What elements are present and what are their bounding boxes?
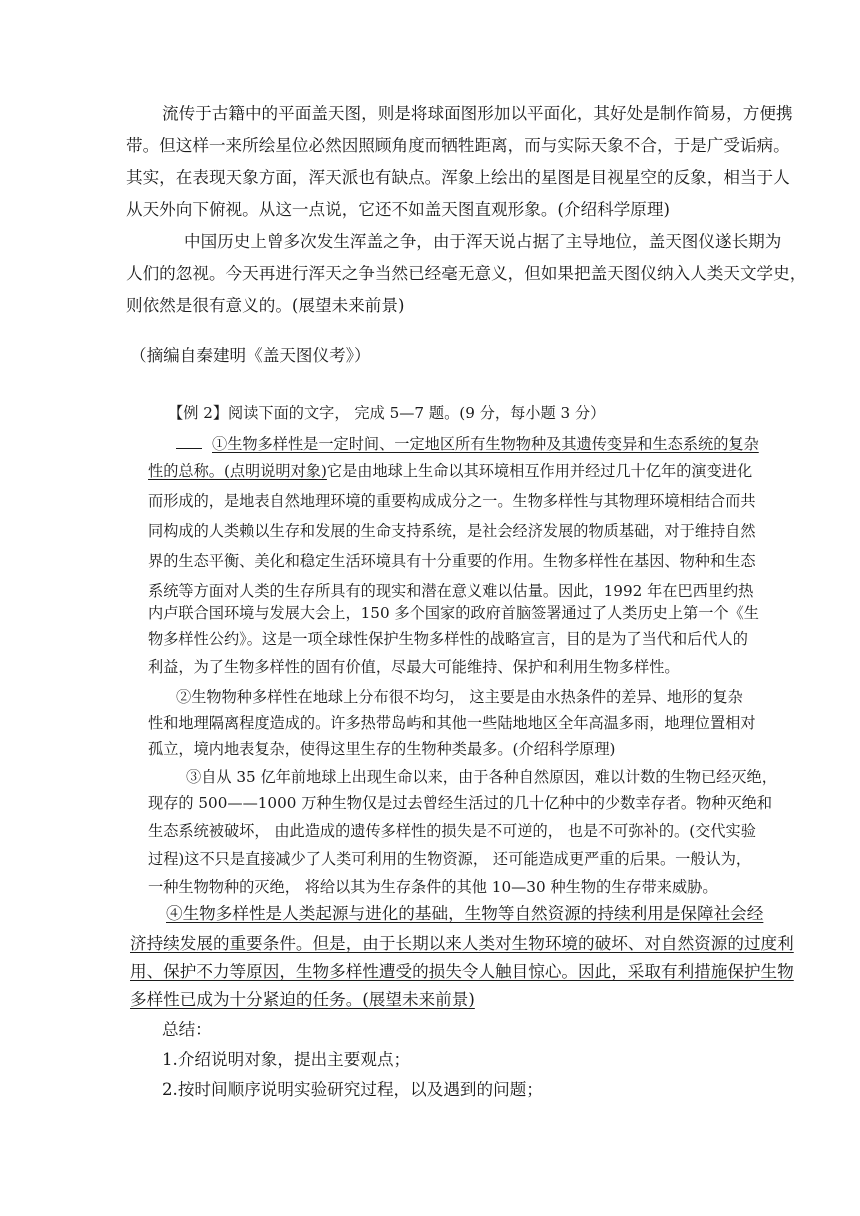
paragraph-line: 现存的 500——1000 万种生物仅是过去曾经生活过的几十亿种中的少数幸存者。物种灭绝和 — [148, 794, 773, 812]
paragraph-line: 生态系统被破坏， 由此造成的遗传多样性的损失是不可逆的， 也是不可弥补的。(交代实验 — [148, 822, 756, 840]
paragraph-line: 人们的忽视。今天再进行浑天之争当然已经毫无意义，但如果把盖天图仪纳入人类天文学史， — [126, 264, 807, 283]
paragraph-line: 其实，在表现天象方面，浑天派也有缺点。浑象上绘出的星图是目视星空的反象，相当于人 — [126, 168, 790, 187]
underlined-definition: ①生物多样性是一定时间、一定地区所有生物物种及其遗传变异和生态系统的复杂 — [212, 435, 759, 453]
paragraph-line — [176, 434, 759, 452]
paragraph-line: 中国历史上曾多次发生浑盖之争，由于浑天说占据了主导地位，盖天图仪遂长期为 — [184, 232, 782, 251]
paragraph-line: ③自从 35 亿年前地球上出现生命以来，由于各种自然原因，难以计数的生物已经灭绝， — [186, 768, 777, 786]
underlined-line: ④生物多样性是人类起源与进化的基础，生物等自然资源的持续利用是保障社会经 — [166, 904, 764, 923]
underlined-line: 济持续发展的重要条件。但是，由于长期以来人类对生物环境的破坏、对自然资源的过度利 — [130, 934, 794, 953]
paragraph-text: 它是由地球上生命以其环境相互作用并经过几十亿年的演变进化 — [326, 462, 753, 480]
source-note: （摘编自秦建明《盖天图仪考》） — [130, 346, 371, 365]
paragraph-line: ②生物物种多样性在地球上分布很不均匀， 这主要是由水热条件的差异、地形的复杂 — [176, 688, 743, 706]
paragraph-line: 而形成的，是地表自然地理环境的重要构成成分之一。生物多样性与其物理环境相结合而共 — [148, 492, 756, 510]
summary-item: 2.按时间顺序说明实验研究过程，以及遇到的问题； — [162, 1080, 543, 1099]
paragraph-line: 流传于古籍中的平面盖天图，则是将球面图形加以平面化，其好处是制作简易，方便携 — [162, 104, 793, 123]
example-heading: 【例 2】阅读下面的文字， 完成 5—7 题。(9 分，每小题 3 分） — [168, 404, 606, 422]
paragraph-line: 同构成的人类赖以生存和发展的生命支持系统，是社会经济发展的物质基础，对于维持自然 — [148, 522, 756, 540]
paragraph-line: 带。但这样一来所绘星位必然因照顾角度而牺牲距离，而与实际天象不合，于是广受诟病。 — [126, 136, 790, 155]
paragraph-line: 利益，为了生物多样性的固有价值，尽最大可能维持、保护和利用生物多样性。 — [148, 658, 680, 676]
answer-blank — [176, 434, 202, 449]
paragraph-line: 从天外向下俯视。从这一点说，它还不如盖天图直观形象。(介绍科学原理) — [126, 200, 670, 219]
underlined-line: 用、保护不力等原因，生物多样性遭受的损失令人触目惊心。因此，采取有利措施保护生物 — [130, 962, 794, 981]
paragraph-line: 过程)这不只是直接减少了人类可利用的生物资源， 还可能造成更严重的后果。一般认为， — [148, 850, 752, 868]
paragraph-line: 孤立，境内地表复杂，使得这里生存的生物种类最多。(介绍科学原理) — [148, 740, 616, 758]
paragraph-line — [148, 464, 752, 479]
paragraph-line: 则依然是很有意义的。(展望未来前景) — [126, 296, 405, 315]
summary-item: 1.介绍说明对象，提出主要观点； — [162, 1050, 411, 1069]
paragraph-line: 一种生物物种的灭绝， 将给以其为生存条件的其他 10—30 种生物的生存带来威胁。 — [148, 878, 718, 896]
paragraph-line: 内卢联合国环境与发展大会上，150 多个国家的政府首脑签署通过了人类历史上第一个《生 — [148, 604, 759, 622]
paragraph-line: 物多样性公约》。这是一项全球性保护生物多样性的战略宣言，目的是为了当代和后代人的 — [148, 630, 748, 648]
paragraph-line: 界的生态平衡、美化和稳定生活环境具有十分重要的作用。生物多样性在基因、物种和生态 — [148, 552, 756, 570]
summary-heading: 总结： — [162, 1020, 212, 1039]
underlined-definition: 性的总称。(点明说明对象) — [148, 462, 327, 480]
underlined-line: 多样性已成为十分紧迫的任务。(展望未来前景) — [130, 990, 475, 1009]
paragraph-line: 系统等方面对人类的生存所具有的现实和潜在意义难以估量。因此，1992 年在巴西里约热 — [148, 582, 754, 600]
paragraph-line: 性和地理隔离程度造成的。许多热带岛屿和其他一些陆地地区全年高温多雨，地理位置相对 — [148, 714, 756, 732]
